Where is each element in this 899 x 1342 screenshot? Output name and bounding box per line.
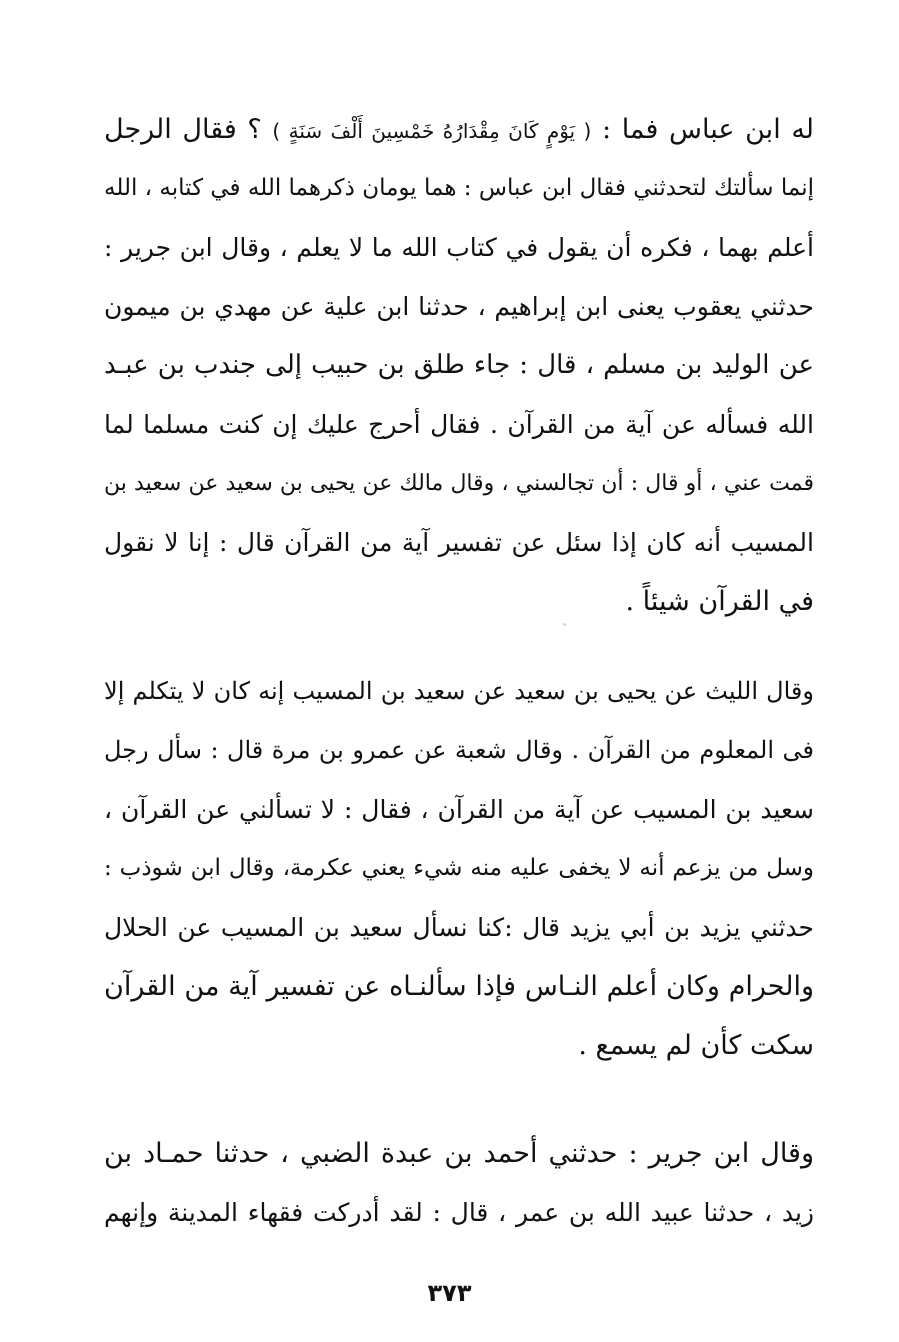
text-line: وقال ابن جرير : حدثني أحمد بن عبدة الضبي ، حدثنا حمـاد بن xyxy=(104,1138,814,1169)
text-line: قمت عني ، أو قال : أن تجالسني ، وقال مالك عن يحيى بن سعيد عن سعيد بن xyxy=(104,471,814,496)
text-line: حدثني يعقوب يعنى ابن إبراهيم ، حدثنا ابن علية عن مهدي بن ميمون xyxy=(104,292,814,321)
text-line: وقال الليث عن يحيى بن سعيد عن سعيد بن المسيب إنه كان لا يتكلم إلا xyxy=(104,677,814,705)
text-line: المسيب أنه كان إذا سئل عن تفسير آية من القرآن قال : إنا لا نقول xyxy=(104,528,814,557)
paper-speck xyxy=(563,623,566,626)
text-line: في القرآن شيئاً . xyxy=(625,586,814,617)
quran-verse: ( يَوْمٍ كَانَ مِقْدَارُهُ خَمْسِينَ أَلْفَ سَنَةٍ ) xyxy=(272,119,592,143)
text-line: زيد ، حدثنا عبيد الله بن عمر ، قال : لقد أدركت فقهاء المدينة وإنهم xyxy=(104,1198,814,1227)
paragraph-2 xyxy=(104,662,814,1075)
text-line: أعلم بهما ، فكره أن يقول في كتاب الله ما لا يعلم ، وقال ابن جرير : xyxy=(104,233,814,262)
text-line: عن الوليد بن مسلم ، قال : جاء طلق بن حبيب إلى جندب بن عبـد xyxy=(104,350,814,380)
text-line: الله فسأله عن آية من القرآن . فقال أحرج عليك إن كنت مسلما لما xyxy=(104,410,814,439)
text-line: حدثني يزيد بن أبي يزيد قال :كنا نسأل سعيد بن المسيب عن الحلال xyxy=(104,913,814,942)
paragraph-3 xyxy=(104,1124,814,1242)
text-line: سكت كأن لم يسمع . xyxy=(578,1030,814,1061)
line-start-text: له ابن عباس فما : xyxy=(601,114,814,145)
paragraph-1 xyxy=(104,100,814,631)
text-line: فى المعلوم من القرآن . وقال شعبة عن عمرو بن مرة قال : سأل رجل xyxy=(104,736,814,764)
text-line: وسل من يزعم أنه لا يخفى عليه منه شيء يعني عكرمة، وقال ابن شوذب : xyxy=(104,855,814,881)
text-line xyxy=(104,100,814,159)
line-end-text: ؟ فقال الرجل xyxy=(104,114,262,145)
text-line: إنما سألتك لتحدثني فقال ابن عباس : هما يومان ذكرهما الله في كتابه ، الله xyxy=(104,175,814,201)
text-line: سعيد بن المسيب عن آية من القرآن ، فقال : لا تسألني عن القرآن ، xyxy=(104,795,814,824)
page-number: ٣٧٣ xyxy=(427,1279,472,1307)
text-line: والحرام وكان أعلم النـاس فإذا سألنـاه عن تفسير آية من القرآن xyxy=(104,971,814,1002)
